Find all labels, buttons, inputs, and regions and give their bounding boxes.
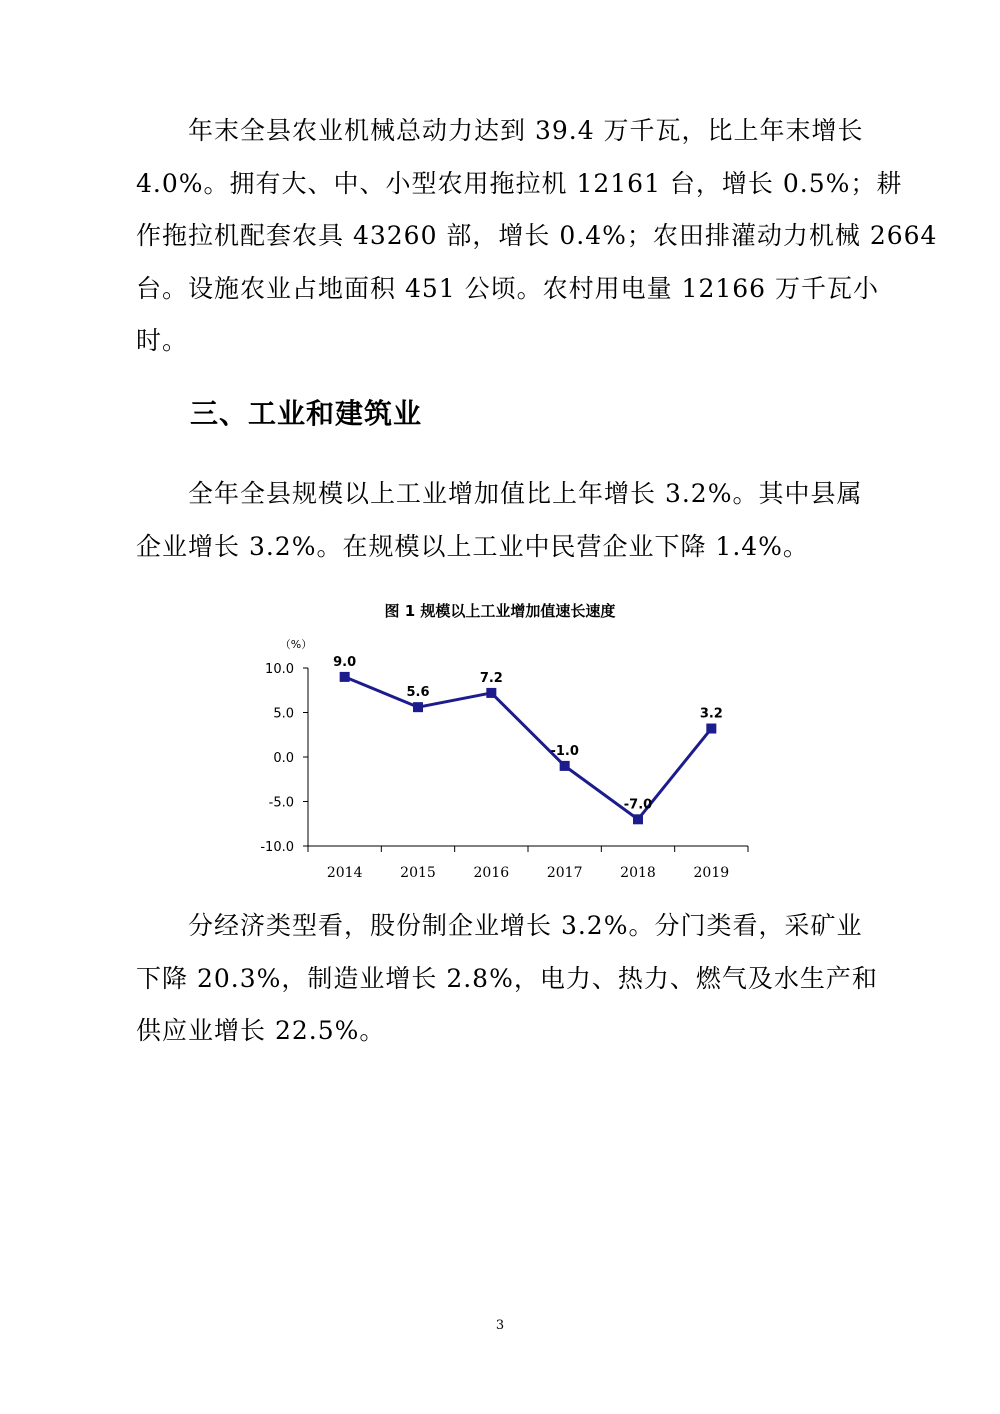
section-heading: 三、工业和建筑业 [190,397,423,430]
data-label: 7.2 [479,670,503,686]
y-tick-label: 5.0 [273,706,294,722]
y-tick-label: -10.0 [260,840,294,855]
y-axis-unit-label: （%） [279,638,313,651]
y-tick-label: 10.0 [265,662,294,677]
data-point-marker [340,672,350,682]
data-label: -1.0 [550,743,579,759]
x-tick-label: 2017 [546,865,583,881]
data-label: 3.2 [699,706,723,722]
paragraph-industry-breakdown [136,900,878,1058]
x-tick-label: 2018 [620,865,656,881]
x-tick-label: 2016 [473,865,510,881]
text-line: 作拖拉机配套农具 43260 部，增长 0.4%；农田排灌动力机械 2664 [136,221,938,251]
y-tick-label: 0.0 [273,751,294,766]
x-tick-label: 2015 [400,865,436,881]
data-point-marker [706,724,716,734]
data-label: 9.0 [333,654,357,670]
text-line: 台。设施农业占地面积 451 公顷。农村用电量 12166 万千瓦小 [136,273,880,303]
x-tick-label: 2014 [326,865,363,881]
data-label: 5.6 [406,685,430,701]
text-line: 年末全县农业机械总动力达到 39.4 万千瓦，比上年末增长 [188,116,864,145]
data-point-marker [486,688,496,698]
text-line: 供应业增长 22.5%。 [136,1016,386,1046]
text-line: 全年全县规模以上工业增加值比上年增长 3.2%。其中县属 [188,479,863,508]
text-line: 企业增长 3.2%。在规模以上工业中民营企业下降 1.4%。 [136,531,809,561]
page-number: 3 [495,1318,505,1333]
data-point-marker [560,761,570,771]
text-line: 4.0%。拥有大、中、小型农用拖拉机 12161 台，增长 0.5%；耕 [136,168,903,198]
data-point-marker [413,702,423,712]
data-label: -7.0 [623,797,653,813]
text-line: 下降 20.3%，制造业增长 2.8%，电力、热力、燃气及水生产和 [136,963,878,993]
series-line [345,677,712,819]
text-line: 分经济类型看，股份制企业增长 3.2%。分门类看，采矿业 [188,911,863,940]
data-point-marker [633,814,643,824]
text-line: 时。 [136,326,189,356]
x-tick-label: 2019 [693,865,730,881]
chart-title: 图 1 规模以上工业增加值速长速度 [384,602,616,620]
y-tick-label: -5.0 [268,795,294,811]
